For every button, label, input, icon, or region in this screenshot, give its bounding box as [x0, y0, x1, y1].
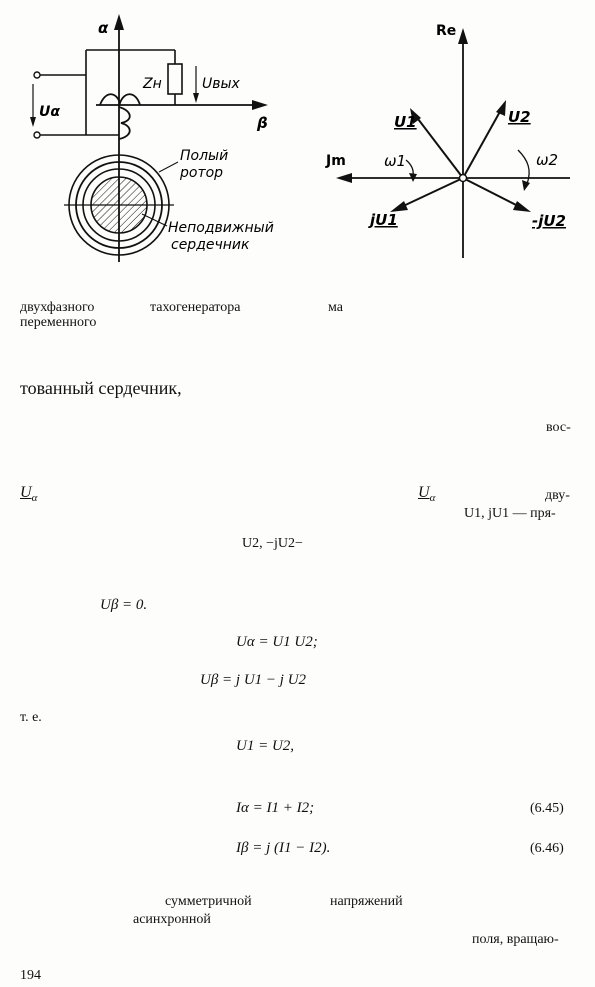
u-out-arrow [193, 93, 199, 103]
u-alpha-label: Uα [39, 104, 60, 120]
caption-line-2: переменного [20, 315, 97, 330]
rotor-label-1: Полый [180, 148, 229, 164]
text-core-line: тованный сердечник, [20, 378, 182, 398]
omega1-label: ω1 [384, 152, 407, 170]
phasor-diagram-figure [300, 0, 595, 275]
caption-word-2: тахогенератора [150, 300, 241, 315]
circuit-wires [40, 50, 175, 135]
terminal-top [34, 72, 40, 78]
page-number: 194 [20, 968, 41, 983]
rotor-label-2: ротор [180, 165, 224, 181]
horizontal-coil [100, 94, 140, 105]
ju1-label: jU1 [370, 211, 398, 229]
u-alpha-left: $U_\alpha$ [20, 484, 38, 505]
re-axis-arrow [458, 28, 468, 44]
equation-ubeta: Uβ = j U1 − j U2 [200, 672, 307, 688]
equation-ubeta-zero: Uβ = 0. [100, 597, 148, 613]
equation-ualpha: Uα = U1 U2; [236, 634, 318, 650]
caption-word-1: двухфазного [20, 300, 95, 315]
equation-6-45: Iα = I1 + I2; [236, 800, 315, 816]
u2-arrowhead [496, 100, 506, 116]
text-u2-mju2: U2, −jU2− [242, 536, 303, 551]
z-load-label: Zн [143, 76, 162, 92]
equation-6-46: Iβ = j (I1 − I2). [236, 840, 331, 856]
text-napr: напряжений [330, 894, 403, 909]
beta-axis-arrow [252, 100, 268, 110]
core-label-2: сердечник [171, 237, 250, 253]
minus-ju2-label: -jU2 [532, 212, 566, 230]
u-alpha-arrow [30, 117, 36, 127]
omega2-label: ω2 [536, 151, 559, 169]
origin-point [460, 175, 467, 182]
text-vos: вос- [546, 420, 571, 435]
tachogenerator-circuit-figure [0, 0, 300, 275]
text-u1-ju1: U1, jU1 — пря- [464, 506, 556, 521]
text-symm: сумметричной [165, 894, 252, 909]
alpha-axis-label: α [98, 19, 109, 37]
u2-label: U2 [508, 108, 531, 126]
u-alpha-mid: $U_\alpha$ [418, 484, 436, 505]
terminal-bottom [34, 132, 40, 138]
im-axis-arrow [336, 173, 352, 183]
equation-number-6-45: (6.45) [530, 801, 564, 816]
mju2-arrowhead [513, 201, 531, 212]
beta-axis-label: β [257, 114, 268, 132]
re-axis-label: Re [436, 23, 457, 39]
core-label-1: Неподвижный [168, 220, 274, 236]
im-axis-label: Jm [326, 153, 346, 169]
vertical-coil [119, 107, 130, 139]
equation-number-6-46: (6.46) [530, 841, 564, 856]
text-te: т. е. [20, 710, 42, 725]
u1-label: U1 [394, 113, 417, 131]
u-out-label: Uвых [202, 76, 240, 92]
alpha-axis-arrow [114, 14, 124, 30]
text-dvu: дву- [545, 488, 570, 503]
text-async: асинхронной [133, 912, 211, 927]
load-resistor [168, 64, 182, 94]
phasor-vectors [399, 108, 522, 208]
equation-u1-u2: U1 = U2, [236, 738, 295, 754]
text-polya: поля, вращаю- [472, 932, 559, 947]
caption-word-3: ма [328, 300, 343, 315]
